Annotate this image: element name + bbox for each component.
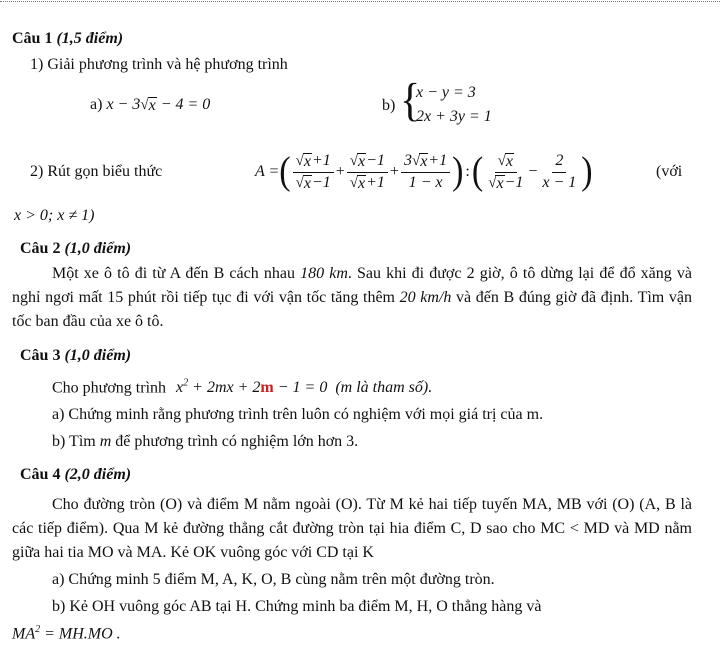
q1-part-b-label: b) xyxy=(382,97,396,114)
q2-heading xyxy=(20,240,131,258)
q1-item1: 1) Giải phương trình và hệ phương trình xyxy=(30,56,288,73)
fraction-5: $\frac{2}{x - 1}$ xyxy=(542,152,577,191)
fraction-4: √ x √ x −1 xyxy=(488,152,524,192)
q2-paragraph: Một xe ô tô đi từ A đến B cách nhau 180 km. Sau khi đi được 2 giờ, ô tô dừng lại để đổ xăng và nghỉ ngơi mất 15 phút rồi tiếp tục đi với vận tốc tăng thêm 20 km/h và đến B đúng giờ đã định. Tìm vận tốc ban đầu của xe ô tô. xyxy=(12,265,693,330)
q1-part-a-equation: x − 3 √ x − 4 = 0 xyxy=(106,96,211,114)
q1-condition: x > 0; x ≠ 1) xyxy=(14,207,95,224)
q1-condition-open: (với xyxy=(656,163,683,180)
expression-A: A = ( √ x +1 √ x −1 + √ x −1 √ x +1 + 3 √ x +1 1 − x ) : ( √ x √ x −1 − $\frac{2}{x - 1}$ ) xyxy=(255,150,593,193)
q4-paragraph: Cho đường tròn (O) và điểm M nằm ngoài (O). Từ M kẻ hai tiếp tuyến MA, MB với (O) (A, B là các tiếp điểm). Qua M kẻ đường thẳng cắt đường tròn tại hia điểm C, D sao cho MC < MD và MD nằm giữa hai tia MO và MA. Kẻ OK vuông góc với CD tại K xyxy=(12,496,692,561)
q3-highlight-m: m xyxy=(260,379,274,397)
q3-heading xyxy=(20,347,131,365)
q1-points: (1,5 điểm) xyxy=(56,30,124,47)
q1-title: Câu 1 xyxy=(12,30,57,47)
system-brace: { xyxy=(400,75,421,127)
q3-points: (1,0 điểm) xyxy=(64,347,132,364)
q3-title: Câu 3 xyxy=(20,347,65,364)
q2-distance: 180 km xyxy=(300,265,348,282)
q3-part-b: b) Tìm m để phương trình có nghiệm lớn hơn 3. xyxy=(52,433,359,450)
q3-param-note: (m là tham số). xyxy=(335,379,433,397)
q2-speed: 20 km/h xyxy=(399,289,452,306)
q4-title: Câu 4 xyxy=(20,466,65,483)
q3-equation: $x^2 + 2mx + 2m - 1 = 0$ xyxy=(176,378,328,397)
dotted-rule xyxy=(0,1,720,2)
sqrt-symbol: √ x xyxy=(140,97,156,114)
q2-points: (1,0 điểm) xyxy=(64,240,132,257)
expr-name: A = xyxy=(255,163,280,180)
q4-part-a: a) Chứng minh 5 điểm M, A, K, O, B cùng nằm trên một đường tròn. xyxy=(52,571,495,588)
fraction-2: √ x −1 √ x +1 xyxy=(347,152,388,193)
q1-item2-text: 2) Rút gọn biểu thức xyxy=(30,163,163,180)
q1-part-a-label: a) xyxy=(90,96,103,113)
fraction-3: 3 √ x +1 1 − x xyxy=(401,152,450,192)
q4-final-equation: $MA^2 = MH.MO$ . xyxy=(12,624,121,643)
q3-intro: Cho phương trình $x^2 + 2mx + 2m - 1 = 0$ (m là tham số). xyxy=(52,378,433,397)
q4-points: (2,0 điểm) xyxy=(64,466,132,483)
fraction-1: √ x +1 √ x −1 xyxy=(293,152,334,193)
q4-part-b: b) Kẻ OH vuông góc AB tại H. Chứng minh ba điểm M, H, O thẳng hàng và xyxy=(52,598,542,615)
q1-part-a xyxy=(90,96,210,115)
system-eq-2: 2x + 3y = 1 xyxy=(416,108,492,125)
page-top-border xyxy=(0,0,720,6)
system-eq-1: x − y = 3 xyxy=(416,84,476,101)
q3-part-a: a) Chứng minh rằng phương trình trên luôn có nghiệm với mọi giá trị của m. xyxy=(52,406,544,423)
q4-heading xyxy=(20,466,131,484)
q2-title: Câu 2 xyxy=(20,240,65,257)
q1-heading xyxy=(12,30,123,48)
